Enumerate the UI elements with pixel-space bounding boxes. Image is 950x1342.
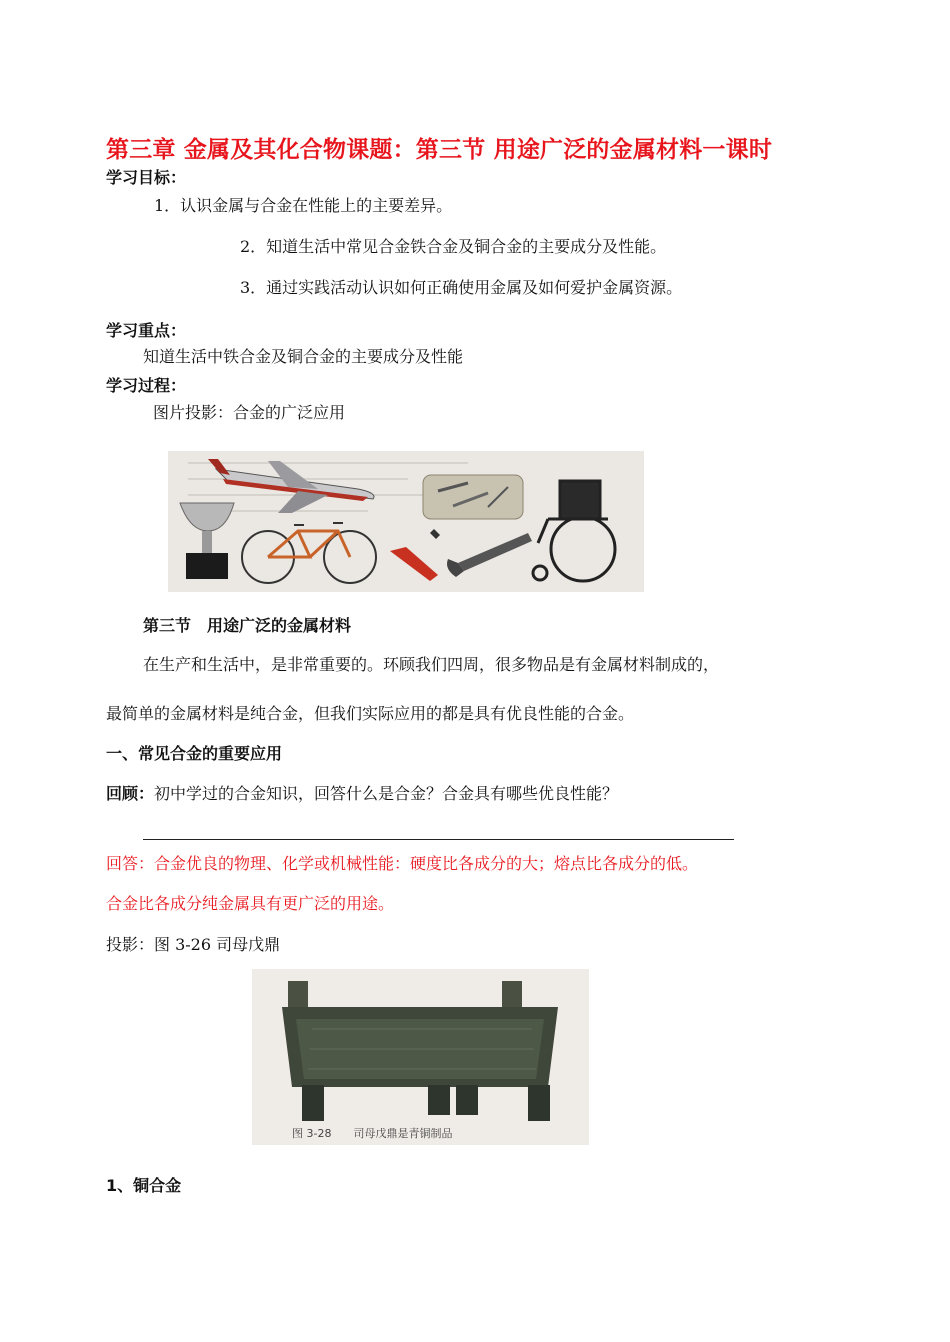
review-label: 回顾： xyxy=(106,784,155,803)
projection-text: 图片投影：合金的广泛应用 xyxy=(153,403,346,422)
answer-line-1: 回答：合金优良的物理、化学或机械性能：硬度比各成分的大；熔点比各成分的低。 xyxy=(106,854,699,873)
review-line xyxy=(106,781,618,804)
section-intro-line-2: 最简单的金属材料是纯合金，但我们实际应用的都是具有优良性能的合金。 xyxy=(106,704,635,723)
focus-heading: 学习重点： xyxy=(106,321,187,340)
answer-line-2: 合金比各成分纯金属具有更广泛的用途。 xyxy=(106,894,395,913)
section-title: 第三节 用途广泛的金属材料 xyxy=(143,616,352,635)
subsection-heading: 1、铜合金 xyxy=(106,1176,182,1195)
goals-heading: 学习目标： xyxy=(106,168,187,187)
bronze-ding-illustration xyxy=(252,969,589,1121)
alloy-applications-illustration xyxy=(168,451,644,592)
figure-caption: 图 3-28 司母戊鼎是青铜制品 xyxy=(292,1127,453,1140)
part1-heading: 一、常见合金的重要应用 xyxy=(106,744,283,763)
answer-blank-line xyxy=(143,839,734,840)
projection-2: 投影：图 3-26 司母戊鼎 xyxy=(106,935,281,954)
alloy-applications-image xyxy=(168,451,644,592)
goal-item-2: 2．知道生活中常见合金铁合金及铜合金的主要成分及性能。 xyxy=(240,237,667,256)
goal-item-1: 1．认识金属与合金在性能上的主要差异。 xyxy=(154,196,453,215)
review-text: 初中学过的合金知识，回答什么是合金？合金具有哪些优良性能？ xyxy=(154,784,619,803)
section-intro-line-1: 在生产和生活中，是非常重要的。环顾我们四周，很多物品是有金属材料制成的， xyxy=(143,655,720,674)
surgical-tools-tray-icon xyxy=(423,475,523,519)
process-heading: 学习过程： xyxy=(106,376,187,395)
simuwu-ding-image xyxy=(252,969,589,1145)
page-title: 第三章 金属及其化合物课题：第三节 用途广泛的金属材料一课时 xyxy=(106,137,773,163)
goal-item-3: 3．通过实践活动认识如何正确使用金属及如何爱护金属资源。 xyxy=(240,278,683,297)
focus-text: 知道生活中铁合金及铜合金的主要成分及性能 xyxy=(143,347,464,366)
